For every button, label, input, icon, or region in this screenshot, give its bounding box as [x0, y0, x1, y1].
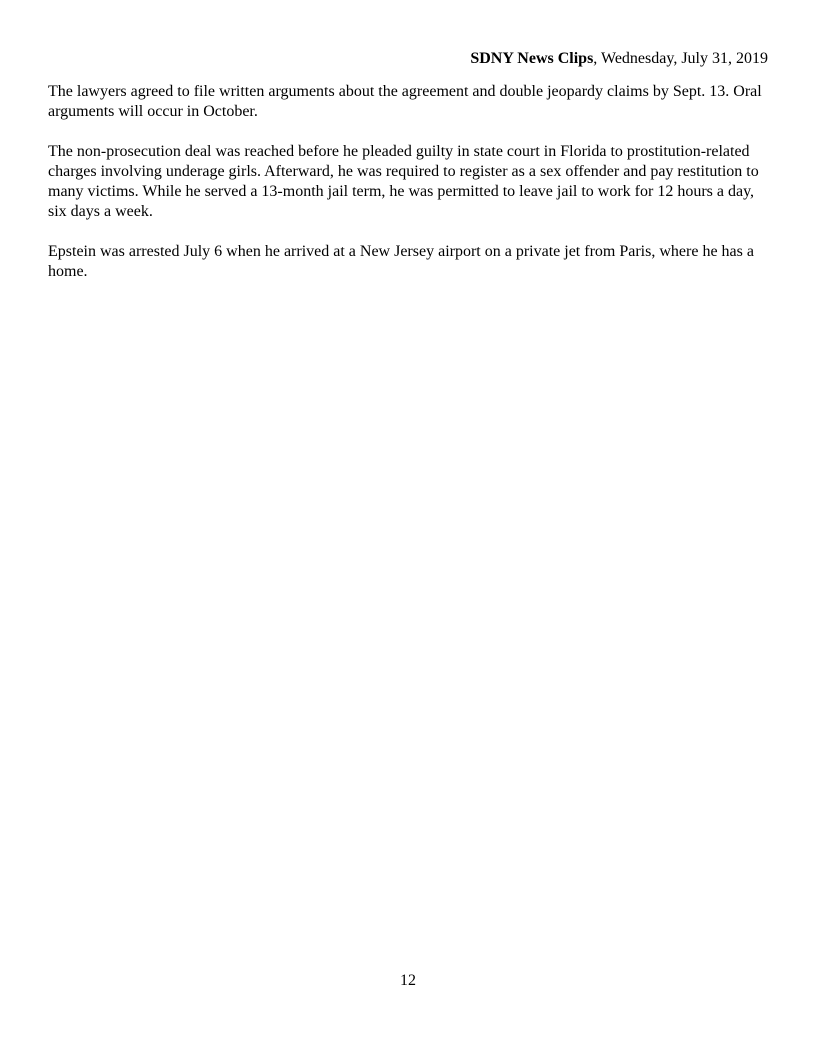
running-header	[470, 49, 768, 69]
paragraph: The non-prosecution deal was reached before he pleaded guilty in state court in Florida to prostitution-related charges involving underage girls. Afterward, he was required to register as a sex offender and pay restitution to many victims. While he served a 13-month jail term, he was permitted to leave jail to work for 12 hours a day, six days a week.	[48, 143, 759, 220]
publication-name: SDNY News Clips	[470, 50, 594, 67]
header-separator: ,	[593, 50, 598, 67]
header-date: Wednesday, July 31, 2019	[597, 50, 768, 67]
paragraph: The lawyers agreed to file written arguments about the agreement and double jeopardy claims by Sept. 13. Oral arguments will occur in October.	[48, 83, 762, 120]
page-number: 12	[400, 972, 416, 989]
paragraph: Epstein was arrested July 6 when he arrived at a New Jersey airport on a private jet from Paris, where he has a home.	[48, 243, 754, 280]
article-body	[48, 82, 768, 302]
